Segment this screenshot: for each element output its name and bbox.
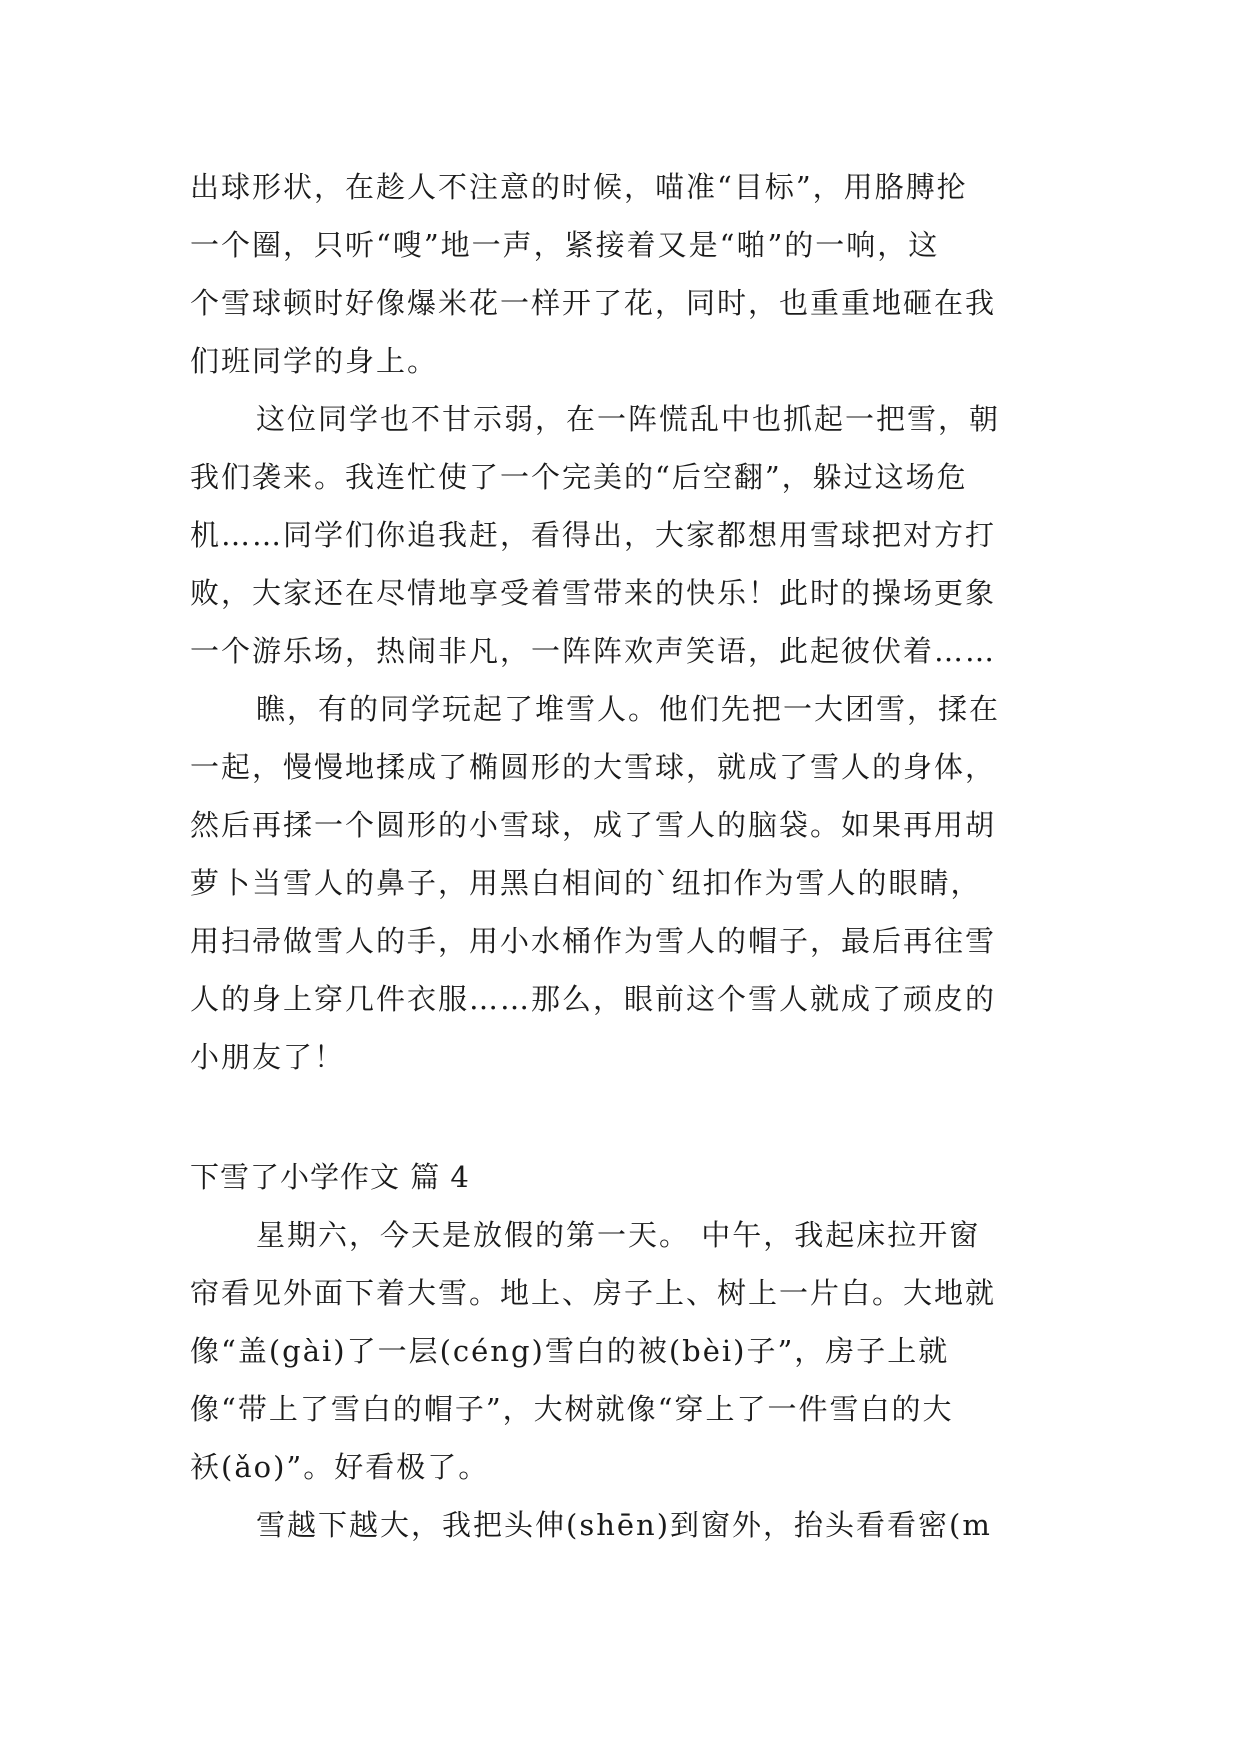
- paragraph-line: 星期六，今天是放假的第一天。 中午，我起床拉开窗: [256, 1218, 981, 1252]
- paragraph-line: 像“带上了雪白的帽子”，大树就像“穿上了一件雪白的大: [190, 1392, 954, 1426]
- paragraph-line: 然后再揉一个圆形的小雪球，成了雪人的脑袋。如果再用胡: [190, 808, 997, 842]
- paragraph-line: 萝卜当雪人的鼻子，用黑白相间的`纽扣作为雪人的眼睛，: [190, 866, 982, 900]
- paragraph-line: 帘看见外面下着大雪。地上、房子上、树上一片白。大地就: [190, 1276, 997, 1310]
- paragraph-line: 一起，慢慢地揉成了椭圆形的大雪球，就成了雪人的身体，: [190, 750, 997, 784]
- paragraph-line: 们班同学的身上。: [190, 344, 439, 378]
- paragraph-line: 机……同学们你追我赶，看得出，大家都想用雪球把对方打: [190, 518, 997, 552]
- paragraph-line: 雪越下越大，我把头伸(shēn)到窗外，抬头看看密(m: [256, 1508, 992, 1542]
- paragraph-line: 一个圈，只听“嗖”地一声，紧接着又是“啪”的一响，这: [190, 228, 940, 262]
- paragraph-line: 瞧，有的同学玩起了堆雪人。他们先把一大团雪，揉在: [256, 692, 1001, 726]
- paragraph-line: 这位同学也不甘示弱，在一阵慌乱中也抓起一把雪，朝: [256, 402, 1001, 436]
- paragraph-line: 我们袭来。我连忙使了一个完美的“后空翻”，躲过这场危: [190, 460, 968, 494]
- paragraph-line: 袄(ǎo)”。好看极了。: [190, 1450, 490, 1484]
- paragraph-line: 人的身上穿几件衣服……那么，眼前这个雪人就成了顽皮的: [190, 982, 997, 1016]
- paragraph-line: 用扫帚做雪人的手，用小水桶作为雪人的帽子，最后再往雪: [190, 924, 997, 958]
- paragraph-line: 出球形状，在趁人不注意的时候，喵准“目标”，用胳膊抡: [190, 170, 968, 204]
- paragraph-line: 个雪球顿时好像爆米花一样开了花，同时，也重重地砸在我: [190, 286, 997, 320]
- paragraph-line: 像“盖(gài)了一层(céng)雪白的被(bèi)子”，房子上就: [190, 1334, 950, 1368]
- paragraph-line: 小朋友了！: [190, 1040, 346, 1074]
- paragraph-line: 一个游乐场，热闹非凡，一阵阵欢声笑语，此起彼伏着……: [190, 634, 997, 668]
- section-heading: 下雪了小学作文 篇 4: [190, 1160, 470, 1194]
- paragraph-line: 败，大家还在尽情地享受着雪带来的快乐！此时的操场更象: [190, 576, 997, 610]
